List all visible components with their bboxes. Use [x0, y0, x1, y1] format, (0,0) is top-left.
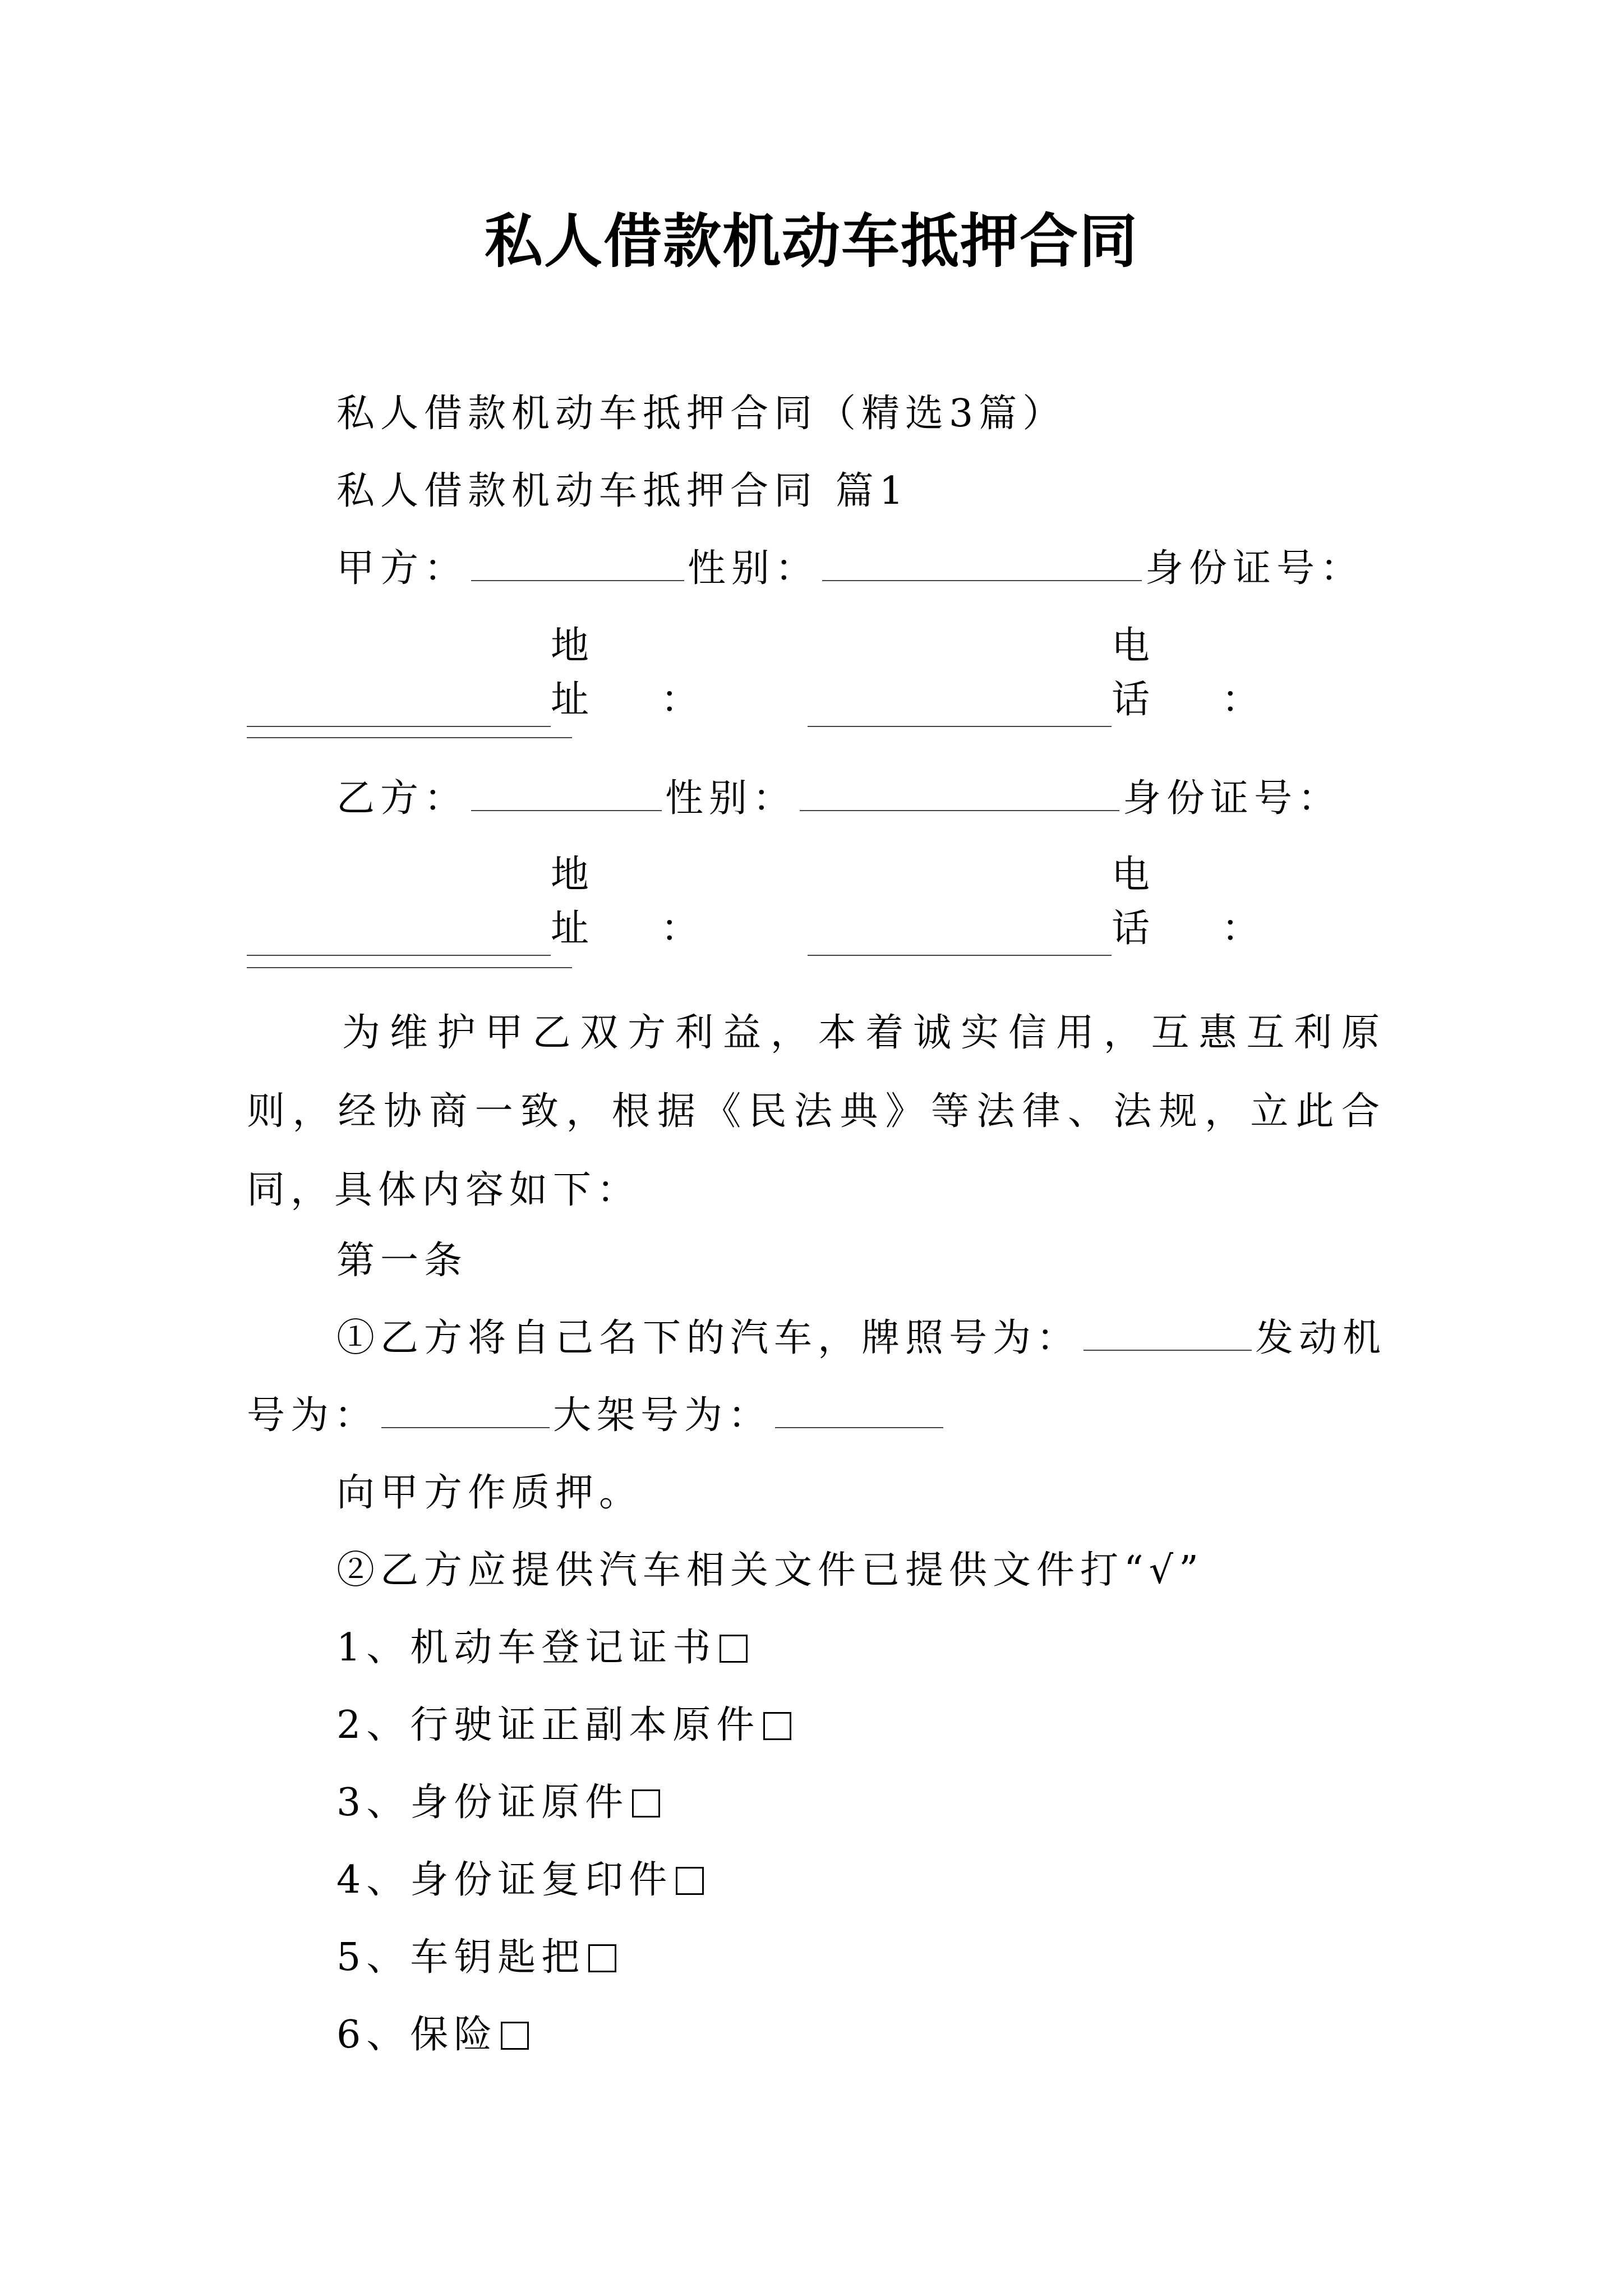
- article-heading: 第一条: [336, 1239, 468, 1283]
- checkbox[interactable]: [632, 1789, 660, 1818]
- party-a-label: 甲方：: [336, 546, 468, 591]
- party-b-address-label: 地 址 ：: [551, 853, 716, 951]
- article-item1-line2: [247, 1389, 947, 1443]
- party-a-gender-label: 性别：: [688, 546, 819, 591]
- party-a-id-blank: [247, 692, 551, 727]
- party-b-label: 乙方：: [336, 776, 468, 821]
- document-subtitle: 私人借款机动车抵押合同（精选3篇）: [336, 392, 1067, 436]
- frame-number-label: 大架号为：: [553, 1393, 772, 1438]
- party-a-phone-label: 电 话 ：: [1112, 624, 1277, 722]
- checkbox[interactable]: [588, 1944, 616, 1972]
- party-a-contact-row: [247, 619, 1368, 727]
- party-b-id-blank: [247, 921, 551, 956]
- party-b-gender-label: 性别：: [665, 776, 797, 821]
- party-a-name-blank: [471, 546, 684, 581]
- document-item: 3、身份证原件: [336, 1776, 660, 1830]
- party-a-phone-blank: [247, 736, 572, 738]
- party-a-id-label: 身份证号：: [1145, 546, 1364, 591]
- party-a-address-blank: [808, 692, 1112, 727]
- frame-number-blank: [775, 1393, 943, 1428]
- article-item1-end: 向甲方作质押。: [336, 1471, 643, 1515]
- article-item1-line1: [336, 1312, 1386, 1365]
- party-a-address-label: 地 址 ：: [551, 624, 716, 722]
- checkbox[interactable]: [501, 2022, 529, 2050]
- checkbox[interactable]: [676, 1867, 704, 1895]
- party-b-address-blank: [808, 921, 1112, 956]
- article-item2: ②乙方应提供汽车相关文件已提供文件打“√”: [336, 1548, 1204, 1593]
- document-item: 1、机动车登记证书: [336, 1621, 748, 1675]
- document-item: 6、保险: [336, 2008, 529, 2062]
- party-b-phone-label: 电 话 ：: [1112, 853, 1277, 951]
- engine-label-start: 发动机: [1255, 1316, 1387, 1360]
- preamble-paragraph: 为维护甲乙双方利益，本着诚实信用，互惠互利原则，经协商一致，根据《民法典》等法律、法规，立此合同，具体内容如下：: [247, 1011, 1385, 1212]
- engine-number-blank: [381, 1393, 550, 1428]
- license-plate-blank: [1083, 1316, 1252, 1351]
- license-plate-label: ①乙方将自己名下的汽车，牌照号为：: [336, 1316, 1081, 1360]
- party-b-row: [336, 772, 1341, 826]
- document-item: 2、行驶证正副本原件: [336, 1699, 791, 1752]
- checkbox[interactable]: [720, 1635, 748, 1663]
- party-b-id-label: 身份证号：: [1123, 776, 1342, 821]
- party-a-row: [336, 542, 1364, 596]
- document-item: 5、车钥匙把: [336, 1931, 616, 1985]
- document-item: 4、身份证复印件: [336, 1853, 704, 1907]
- checkbox[interactable]: [763, 1712, 791, 1740]
- section-heading: 私人借款机动车抵押合同 篇1: [336, 469, 909, 513]
- party-b-contact-row: [247, 848, 1368, 956]
- party-a-gender-blank: [822, 546, 1142, 581]
- engine-label-end: 号为：: [247, 1393, 379, 1438]
- party-b-name-blank: [471, 776, 662, 811]
- party-b-gender-blank: [800, 776, 1119, 811]
- party-b-phone-blank: [247, 966, 572, 968]
- document-title: 私人借款机动车抵押合同: [484, 207, 1138, 275]
